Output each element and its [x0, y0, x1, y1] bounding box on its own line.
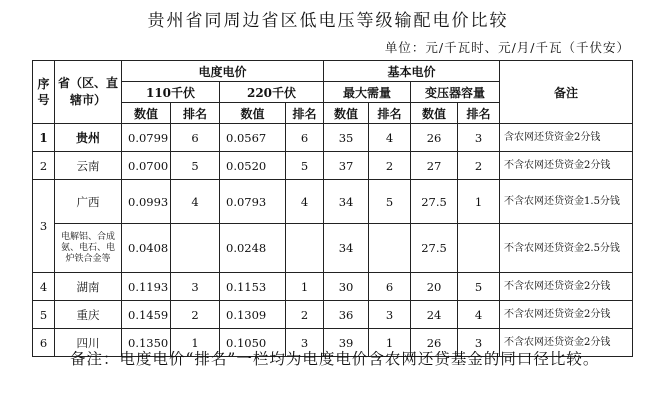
- table-row: [33, 124, 633, 152]
- cell-110kv-rank: 2: [171, 301, 220, 329]
- cell-220kv-rank: 6: [286, 124, 324, 152]
- cell-max-demand-rank: 2: [369, 152, 411, 180]
- cell-transformer-rank: [458, 224, 500, 273]
- cell-220kv-value: 0.1153: [220, 273, 286, 301]
- cell-110kv-value: 0.0993: [122, 180, 171, 224]
- row-province: 云南: [55, 152, 122, 180]
- header-max-demand: 最大需量: [324, 82, 411, 103]
- row-province: 湖南: [55, 273, 122, 301]
- cell-max-demand-value: 30: [324, 273, 369, 301]
- cell-max-demand-rank: 4: [369, 124, 411, 152]
- row-seq: 1: [33, 124, 55, 152]
- header-rank: 排名: [286, 103, 324, 124]
- cell-max-demand-value: 39: [324, 329, 369, 357]
- cell-max-demand-value: 34: [324, 224, 369, 273]
- cell-remark: 不含农网还贷资金2分钱: [500, 301, 633, 329]
- cell-110kv-rank: 3: [171, 273, 220, 301]
- cell-max-demand-rank: [369, 224, 411, 273]
- cell-220kv-rank: 4: [286, 180, 324, 224]
- header-value: 数值: [324, 103, 369, 124]
- cell-220kv-value: 0.1309: [220, 301, 286, 329]
- table-row: [33, 180, 633, 224]
- price-comparison-table: [32, 60, 633, 357]
- cell-220kv-value: 0.0793: [220, 180, 286, 224]
- header-rank: 排名: [171, 103, 220, 124]
- header-seq: 序号: [33, 61, 55, 124]
- header-basic-price: 基本电价: [324, 61, 500, 82]
- cell-max-demand-rank: 1: [369, 329, 411, 357]
- footnote: 备注：电度电价“排名”一栏均为电度电价含农网还贷基金的同口径比较。: [70, 350, 600, 368]
- cell-max-demand-rank: 5: [369, 180, 411, 224]
- cell-220kv-value: 0.1050: [220, 329, 286, 357]
- cell-max-demand-value: 37: [324, 152, 369, 180]
- cell-remark: 不含农网还贷资金2分钱: [500, 329, 633, 357]
- cell-transformer-value: 26: [411, 329, 458, 357]
- cell-220kv-value: 0.0567: [220, 124, 286, 152]
- cell-transformer-value: 26: [411, 124, 458, 152]
- header-rank: 排名: [369, 103, 411, 124]
- row-province: 贵州: [55, 124, 122, 152]
- cell-220kv-rank: [286, 224, 324, 273]
- cell-remark: 不含农网还贷资金2.5分钱: [500, 224, 633, 273]
- cell-110kv-value: 0.1350: [122, 329, 171, 357]
- cell-transformer-rank: 5: [458, 273, 500, 301]
- cell-transformer-value: 24: [411, 301, 458, 329]
- cell-remark: 不含农网还贷资金2分钱: [500, 273, 633, 301]
- row-seq: 4: [33, 273, 55, 301]
- table-row: [33, 273, 633, 301]
- cell-transformer-rank: 2: [458, 152, 500, 180]
- row-province: 四川: [55, 329, 122, 357]
- cell-transformer-value: 27.5: [411, 180, 458, 224]
- cell-transformer-value: 27: [411, 152, 458, 180]
- cell-transformer-rank: 4: [458, 301, 500, 329]
- cell-110kv-value: 0.0700: [122, 152, 171, 180]
- row-province: 广西: [55, 180, 122, 224]
- cell-transformer-rank: 3: [458, 124, 500, 152]
- header-value: 数值: [411, 103, 458, 124]
- cell-transformer-value: 20: [411, 273, 458, 301]
- cell-110kv-rank: 5: [171, 152, 220, 180]
- cell-max-demand-rank: 6: [369, 273, 411, 301]
- cell-220kv-rank: 3: [286, 329, 324, 357]
- cell-110kv-rank: 4: [171, 180, 220, 224]
- cell-max-demand-value: 34: [324, 180, 369, 224]
- cell-220kv-value: 0.0520: [220, 152, 286, 180]
- cell-220kv-value: 0.0248: [220, 224, 286, 273]
- header-remark: 备注: [500, 61, 633, 124]
- cell-110kv-value: 0.1459: [122, 301, 171, 329]
- cell-transformer-rank: 1: [458, 180, 500, 224]
- table-row: [33, 152, 633, 180]
- cell-max-demand-value: 35: [324, 124, 369, 152]
- row-seq: 6: [33, 329, 55, 357]
- cell-max-demand-value: 36: [324, 301, 369, 329]
- header-transformer: 变压器容量: [411, 82, 500, 103]
- header-220kv: 220千伏: [220, 82, 324, 103]
- cell-transformer-value: 27.5: [411, 224, 458, 273]
- header-province: 省（区、直辖市）: [55, 61, 122, 124]
- header-rank: 排名: [458, 103, 500, 124]
- row-province: 重庆: [55, 301, 122, 329]
- cell-220kv-rank: 2: [286, 301, 324, 329]
- cell-110kv-value: 0.0799: [122, 124, 171, 152]
- cell-remark: 不含农网还贷资金2分钱: [500, 152, 633, 180]
- table-row: [33, 224, 633, 273]
- cell-110kv-rank: 6: [171, 124, 220, 152]
- row-seq: 5: [33, 301, 55, 329]
- cell-110kv-rank: [171, 224, 220, 273]
- document-title: 贵州省同周边省区低电压等级输配电价比较: [147, 11, 509, 31]
- row-industry-category: 电解铝、合成氨、电石、电炉铁合金等: [55, 224, 122, 273]
- cell-remark: 含农网还贷资金2分钱: [500, 124, 633, 152]
- row-seq: 3: [33, 180, 55, 273]
- cell-remark: 不含农网还贷资金1.5分钱: [500, 180, 633, 224]
- header-energy-price: 电度电价: [122, 61, 324, 82]
- header-110kv: 110千伏: [122, 82, 220, 103]
- cell-max-demand-rank: 3: [369, 301, 411, 329]
- cell-110kv-value: 0.0408: [122, 224, 171, 273]
- table-row: [33, 301, 633, 329]
- cell-110kv-value: 0.1193: [122, 273, 171, 301]
- unit-note: 单位：元/千瓦时、元/月/千瓦（千伏安）: [384, 40, 630, 55]
- cell-220kv-rank: 1: [286, 273, 324, 301]
- cell-110kv-rank: 1: [171, 329, 220, 357]
- header-value: 数值: [220, 103, 286, 124]
- cell-220kv-rank: 5: [286, 152, 324, 180]
- row-seq: 2: [33, 152, 55, 180]
- cell-transformer-rank: 3: [458, 329, 500, 357]
- header-value: 数值: [122, 103, 171, 124]
